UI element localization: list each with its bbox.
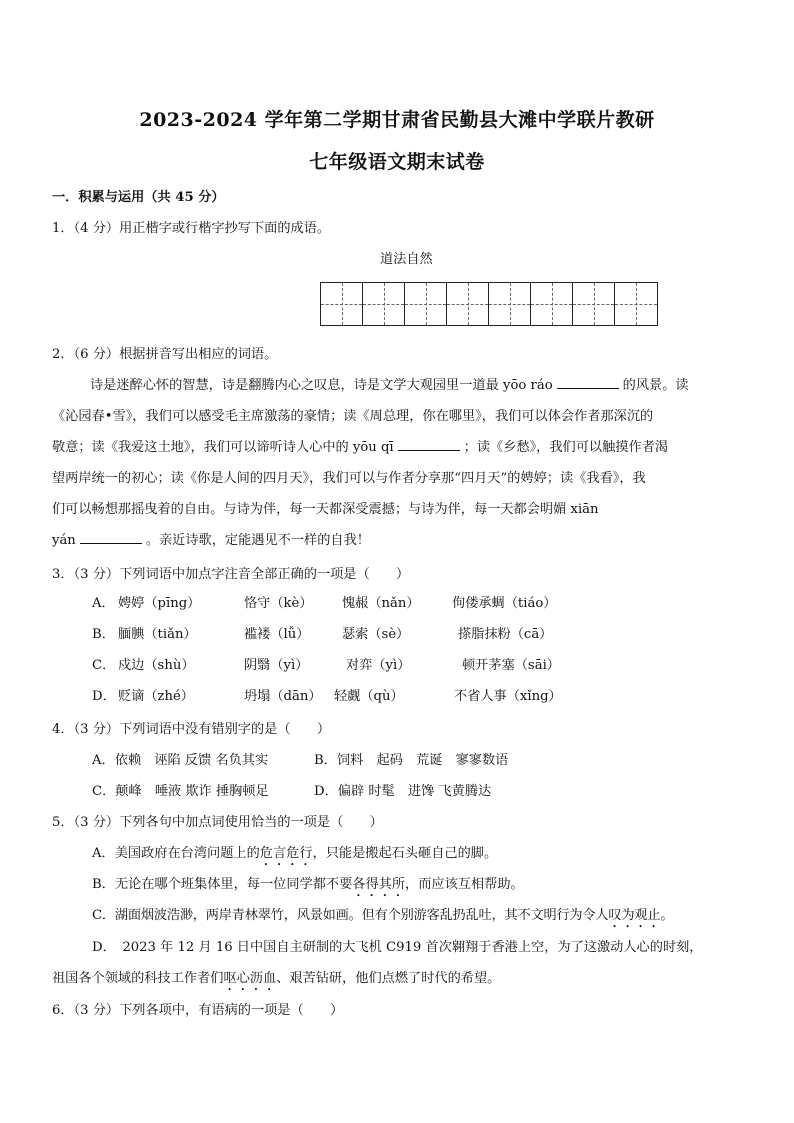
exam-title-line1: 2023-2024 学年第二学期甘肃省民勤县大滩中学联片教研 [139,109,655,131]
q3-option-b[interactable]: B． [92,627,115,642]
grid-cell[interactable] [321,283,363,325]
section-heading: 一．积累与运用（共 45 分） [52,190,225,205]
q2-text: yán [52,533,76,548]
q4-option-b[interactable]: B．饲料 起码 荒诞 寥寥数语 [314,753,509,768]
q4-option-a[interactable]: A．依赖 诬陷 反馈 名负其实 [92,753,269,768]
answer-blank[interactable] [80,531,142,544]
grid-cell[interactable] [489,283,531,325]
q1-idiom: 道法自然 [380,252,433,267]
dotted-phrase: 叹为观止 [608,908,661,923]
q2-text: 敬意；读《我爱这土地》，我们可以谛听诗人心中的 yōu qī [52,440,394,455]
q3-word: 不省人事（xǐng） [454,689,562,704]
q3-word: 褴褛（lǚ） [244,627,310,642]
q5-option-c[interactable]: C．湖面烟波浩渺，两岸青林翠竹，风景如画。但有个别游客乱扔乱吐，其不文明行为令人叹为观止。 [92,908,674,923]
q3-word: 坍塌（dān） [244,689,322,704]
q5-stem: 5．（3 分）下列各句中加点词使用恰当的一项是（ ） [52,815,383,830]
grid-cell[interactable] [363,283,405,325]
answer-blank[interactable] [398,438,460,451]
q6-stem: 6．（3 分）下列各项中，有语病的一项是（ ） [52,1003,344,1018]
exam-title-line2: 七年级语文期末试卷 [309,151,485,173]
q2-text: 诗是迷醉心怀的智慧，诗是翻腾内心之叹息，诗是文学大观园里一道最 yōo ráo [90,378,553,393]
q1-stem: 1．（4 分）用正楷字或行楷字抄写下面的成语。 [52,221,331,236]
grid-cell[interactable] [405,283,447,325]
q2-line6 [52,529,370,548]
q5-option-d-line2: 祖国各个领域的科技工作者们呕心沥血、艰苦钻研，他们点燃了时代的希望。 [52,971,501,986]
q3-option-a[interactable]: A． [92,596,115,611]
q4-option-d[interactable]: D．偏辟 时髦 进馋 飞黄腾达 [314,784,492,799]
q4-option-c[interactable]: C．颠峰 唾液 欺诈 捶胸顿足 [92,784,269,799]
dotted-phrase: 呕心沥血 [223,971,277,986]
q3-word: 瑟索（sè） [342,627,410,642]
q3-word: 戍边（shù） [118,658,195,673]
dotted-phrase: 危言危行 [259,846,313,861]
q2-text: 的风景。读 [622,378,689,393]
grid-cell[interactable] [615,283,657,325]
q3-word: 愧赧（nǎn） [342,596,420,611]
q2-line1 [90,374,689,393]
q3-option-d[interactable]: D． [92,689,116,704]
q5-option-b[interactable]: B．无论在哪个班集体里，每一位同学都不要各得其所，而应该互相帮助。 [92,877,524,892]
q3-word: 佝偻承蜩（tiáo） [452,596,557,611]
grid-cell[interactable] [447,283,489,325]
answer-blank[interactable] [557,376,619,389]
q2-stem: 2．（6 分）根据拼音写出相应的词语。 [52,347,278,362]
q3-word: 搽脂抹粉（cā） [458,627,553,642]
grid-cell[interactable] [573,283,615,325]
grid-cell[interactable] [531,283,573,325]
q2-text: ；读《乡愁》，我们可以触摸作者渴 [463,440,669,455]
q2-line2: 《沁园春•雪》，我们可以感受毛主席激荡的豪情；读《周总理，你在哪里》，我们可以体会作者那深沉的 [52,409,654,424]
q3-option-c[interactable]: C． [92,658,116,673]
q3-stem: 3．（3 分）下列词语中加点字注音全部正确的一项是（ ） [52,567,410,582]
q2-line4: 望两岸统一的初心；读《你是人间的四月天》，我们可以与作者分享那“四月天”的娉婷；读《我看》，我 [52,471,646,486]
q5-option-a[interactable]: A．美国政府在台湾问题上的危言危行，只能是搬起石头砸自己的脚。 [92,846,498,861]
q2-line5: 们可以畅想那摇曳着的自由。与诗为伴，每一天都深受震撼；与诗为伴，每一天都会明媚 xiān [52,502,599,517]
q3-word: 轻觑（qù） [334,689,404,704]
q2-text: 。亲近诗歌，定能遇见不一样的自我！ [145,533,370,548]
q3-word: 阴翳（yì） [244,658,309,673]
q2-line3 [52,436,668,455]
dotted-phrase: 各得其所 [352,877,406,892]
writing-grid[interactable] [320,282,658,326]
q3-word: 恪守（kè） [244,596,313,611]
q3-word: 娉婷（pīng） [118,596,201,611]
q3-word: 腼腆（tiǎn） [118,627,197,642]
q3-word: 对弈（yì） [346,658,411,673]
q3-word: 贬谪（zhé） [118,689,194,704]
q5-option-d-line1[interactable]: D． 2023 年 12 月 16 日中国自主研制的大飞机 C919 首次翱翔于香港上空，为了这激动人心的时刻， [92,940,703,955]
q3-word: 顿开茅塞（sāi） [462,658,560,673]
q4-stem: 4．（3 分）下列词语中没有错别字的是（ ） [52,722,331,737]
